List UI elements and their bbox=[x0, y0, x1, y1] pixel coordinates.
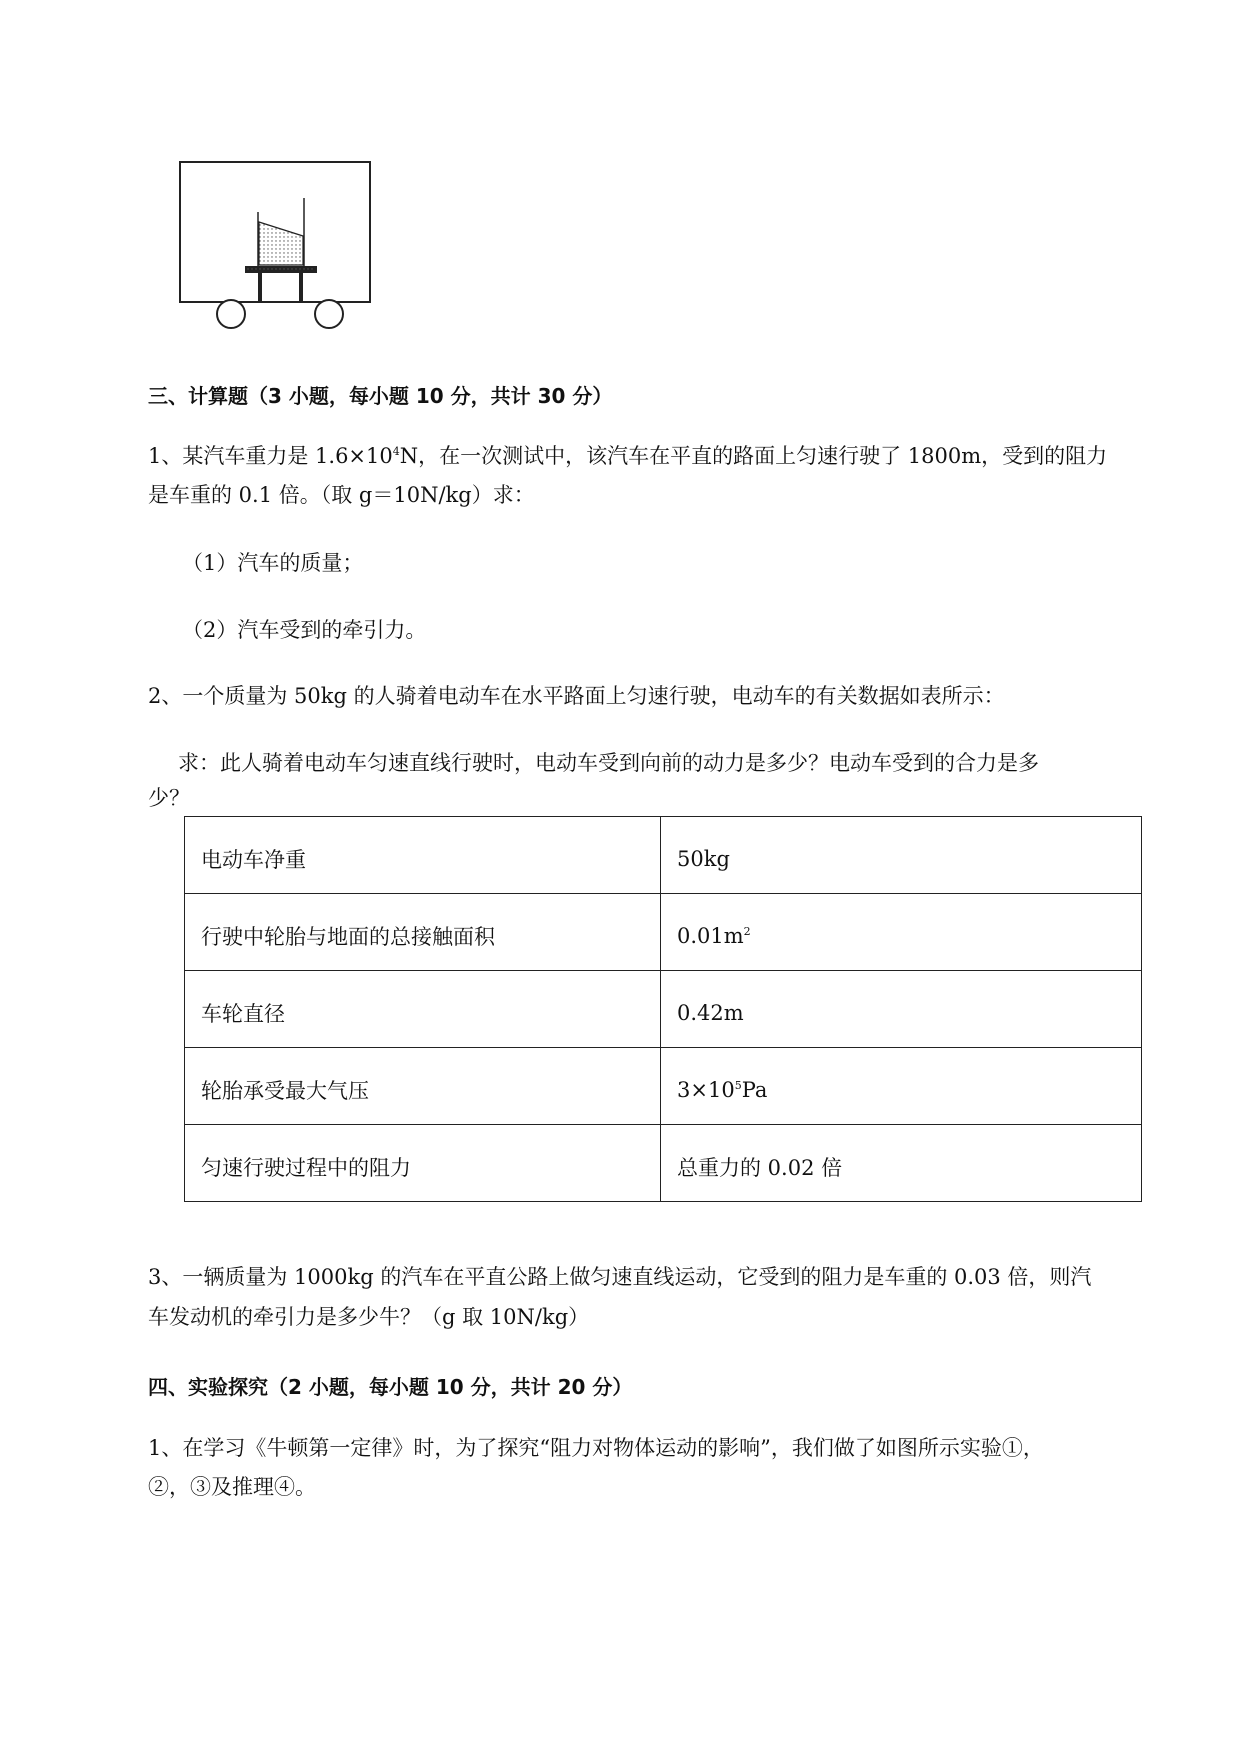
table-row bbox=[185, 1125, 1142, 1202]
section-heading-experiment: 四、实验探究（2 小题，每小题 10 分，共计 20 分） bbox=[148, 1375, 633, 1399]
liquid-surface bbox=[259, 222, 303, 265]
table-row bbox=[185, 971, 1142, 1048]
q2-line1: 2、一个质量为 50kg 的人骑着电动车在水平路面上匀速行驶，电动车的有关数据如表所示： bbox=[148, 684, 1005, 708]
exp-q1-line1: 1、在学习《牛顿第一定律》时，为了探究“阻力对物体运动的影响”，我们做了如图所示实验①， bbox=[148, 1436, 1044, 1460]
ebike-spec-table bbox=[184, 816, 1142, 1202]
table-cell-value: 50kg bbox=[661, 817, 1142, 894]
table-cell-value: $3\times 10^5Pa$ bbox=[661, 1048, 1142, 1125]
table-row bbox=[185, 894, 1142, 971]
cart-wheel-right bbox=[315, 300, 343, 328]
q3-line2: 车发动机的牵引力是多少牛？（g 取 10N/kg） bbox=[148, 1305, 590, 1329]
table-row bbox=[185, 817, 1142, 894]
table-row bbox=[185, 1048, 1142, 1125]
table-cell-value: $0.01m^2$ bbox=[661, 894, 1142, 971]
q2-ask-line1: 求：此人骑着电动车匀速直线行驶时，电动车受到向前的动力是多少？电动车受到的合力是多 bbox=[178, 751, 1039, 775]
q1-line1: 1、某汽车重力是 $1.6\times 10^4N$，在一次测试中，该汽车在平直的路面上匀速行驶了 1800m，受到的阻力 bbox=[148, 444, 1108, 468]
table-cell-label: 电动车净重 bbox=[185, 817, 661, 894]
cart-wheel-left bbox=[217, 300, 245, 328]
exp-q1-line2: ②，③及推理④。 bbox=[148, 1475, 316, 1499]
cart-figure bbox=[175, 160, 385, 335]
table-cell-label: 车轮直径 bbox=[185, 971, 661, 1048]
q1-line2: 是车重的 0.1 倍。（取 g＝10N/kg）求： bbox=[148, 483, 535, 507]
table-cell-label: 匀速行驶过程中的阻力 bbox=[185, 1125, 661, 1202]
table-cell-value: 0.42m bbox=[661, 971, 1142, 1048]
section-heading-calc: 三、计算题（3 小题，每小题 10 分，共计 30 分） bbox=[148, 384, 613, 408]
q3-line1: 3、一辆质量为 1000kg 的汽车在平直公路上做匀速直线运动，它受到的阻力是车重的 0.03 倍，则汽 bbox=[148, 1265, 1092, 1289]
table-cell-label: 行驶中轮胎与地面的总接触面积 bbox=[185, 894, 661, 971]
q2-ask-line2: 少？ bbox=[148, 786, 190, 810]
table-cell-value: 总重力的 0.02 倍 bbox=[661, 1125, 1142, 1202]
q1-sub2: （2）汽车受到的牵引力。 bbox=[182, 618, 427, 642]
q1-sub1: （1）汽车的质量； bbox=[182, 551, 364, 575]
table-cell-label: 轮胎承受最大气压 bbox=[185, 1048, 661, 1125]
